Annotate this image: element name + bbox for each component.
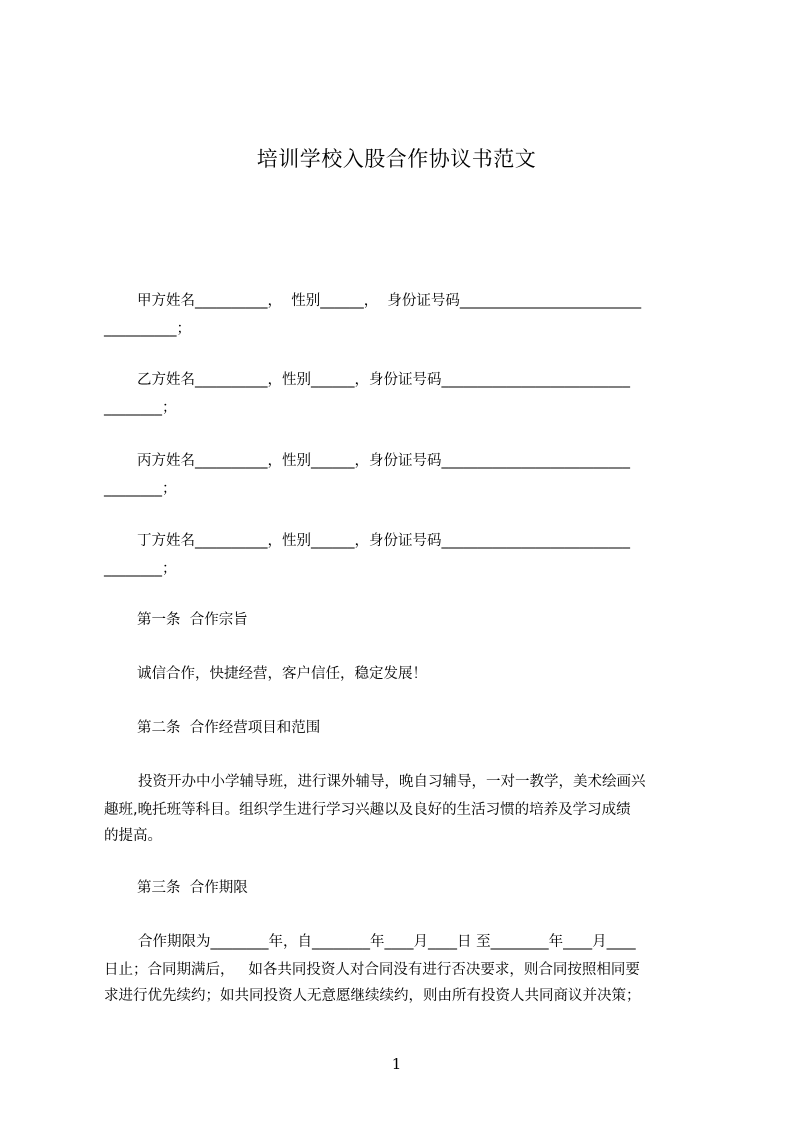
page-number: 1: [391, 1055, 402, 1073]
article2-line-3: 的提高。: [104, 828, 162, 844]
party-b-line-cont: ________；: [104, 400, 177, 416]
article3-line-3: 求进行优先续约；如共同投资人无意愿继续续约，则由所有投资人共同商议并决策；: [104, 988, 641, 1004]
party-b-line: 乙方姓名__________，性别______，身份证号码__________________________: [137, 372, 630, 388]
party-d-line-cont: ________；: [104, 561, 177, 577]
party-c-line: 丙方姓名__________，性别______，身份证号码__________________________: [137, 453, 630, 469]
article2-line-2: 趣班,晚托班等科目。组织学生进行学习兴趣以及良好的生活习惯的培养及学习成绩: [104, 802, 631, 818]
article3-heading: 第三条 合作期限: [137, 880, 248, 896]
party-a-line: 甲方姓名__________， 性别______， 身份证号码_________________________: [137, 293, 642, 309]
article1-text: 诚信合作，快捷经营，客户信任，稳定发展！: [137, 666, 427, 682]
party-a-line-cont: __________；: [104, 321, 191, 337]
article1-heading: 第一条 合作宗旨: [137, 612, 248, 628]
article2-heading: 第二条 合作经营项目和范围: [137, 720, 321, 736]
document-title: 培训学校入股合作协议书范文: [256, 147, 537, 171]
article3-line-2: 日止；合同期满后， 如各共同投资人对合同没有进行否决要求，则合同按照相同要: [104, 962, 640, 978]
article3-line-1: 合作期限为________年，自________年____月____日 至________年____月____: [138, 934, 636, 950]
party-d-line: 丁方姓名__________，性别______，身份证号码__________________________: [137, 533, 630, 549]
party-c-line-cont: ________；: [104, 481, 177, 497]
article2-line-1: 投资开办中小学辅导班，进行课外辅导，晚自习辅导，一对一教学，美术绘画兴: [138, 774, 646, 790]
